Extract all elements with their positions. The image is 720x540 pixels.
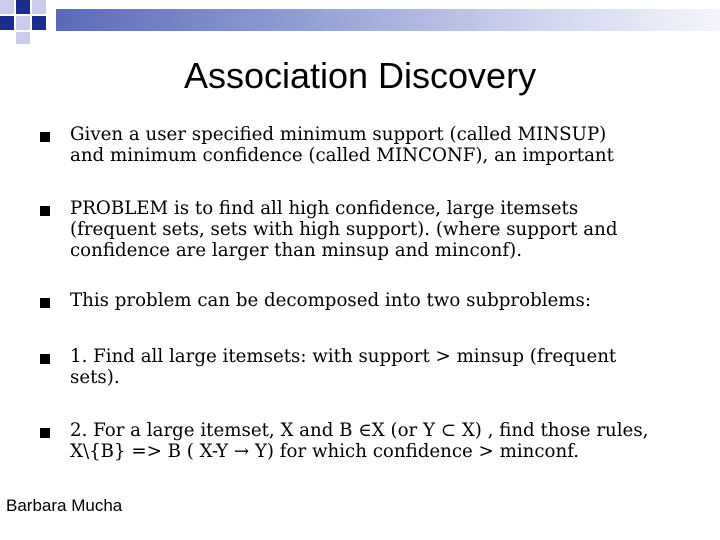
corner-square <box>32 0 46 14</box>
footer-author: Barbara Mucha <box>6 496 123 515</box>
corner-square <box>16 16 30 30</box>
bullet-text: 1. Find all large itemsets: with support > minsup (frequent sets). <box>70 346 617 388</box>
bullet-square-icon <box>40 298 50 308</box>
corner-square <box>0 16 14 30</box>
bullet-text: PROBLEM is to find all high confidence, large itemsets (frequent sets, sets with high support). (where support and confidence are larger than minsup and minconf). <box>70 198 618 261</box>
bullet-square-icon <box>40 206 50 216</box>
corner-square <box>16 32 30 44</box>
bullet-text: Given a user specified minimum support (called MINSUP) and minimum confidence (called MINCONF), an important <box>70 124 614 166</box>
bullet-square-icon <box>40 354 50 364</box>
corner-square <box>16 0 30 14</box>
corner-squares-decoration <box>0 0 60 44</box>
slide-title: Association Discovery <box>183 55 537 96</box>
bullet-square-icon <box>40 132 50 142</box>
corner-square <box>32 16 46 30</box>
bullet-text: 2. For a large itemset, X and B ∈X (or Y ⊂ X) , find those rules, X\{B} => B ( X-Y → Y) for which confidence > minconf. <box>70 420 649 462</box>
bullet-text: This problem can be decomposed into two subproblems: <box>70 290 592 311</box>
corner-square <box>0 0 14 14</box>
bullet-square-icon <box>40 428 50 438</box>
header-gradient-bar <box>56 9 720 31</box>
